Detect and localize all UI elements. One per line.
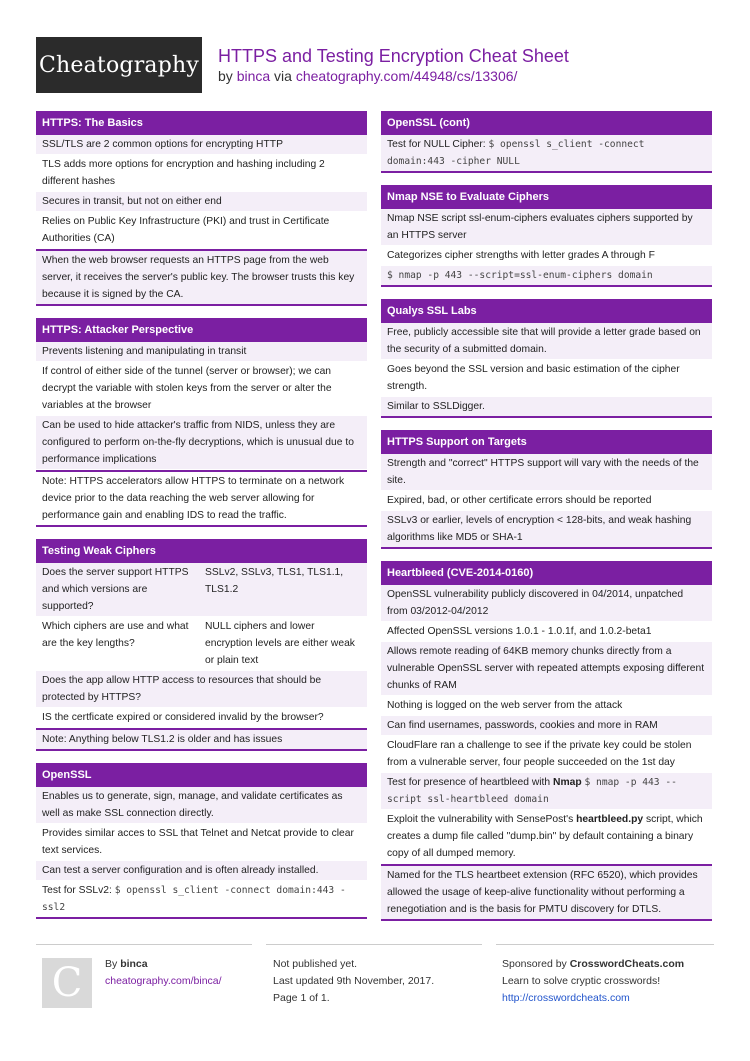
- by-label: by: [218, 68, 233, 84]
- section-heartbleed: [381, 561, 712, 921]
- heartbleed-test-label: Test for presence of heartbleed with: [387, 777, 551, 788]
- sheet-url-link[interactable]: cheatography.com/44948/cs/13306/: [295, 68, 518, 84]
- section-note: Note: Anything below TLS1.2 is older and has issues: [36, 728, 367, 751]
- null-cipher-command: $ openssl s_client -connect domain:443 -cipher NULL: [387, 139, 645, 167]
- list-item: [381, 810, 712, 864]
- list-item: CloudFlare ran a challenge to see if the private key could be stolen from a vulnerable server, four people succeeded on the 1st day: [381, 736, 712, 773]
- answer-cell: SSLv2, SSLv3, TLS1, TLS1.1, TLS1.2: [205, 567, 344, 595]
- section-note: Named for the TLS heartbeet extension (RFC 6520), which provides allowed the usage of keep-alive functionality without performing a renegotiation and is the basis for PMTU discovery for DTLS.: [381, 864, 712, 921]
- list-item: IS the certficate expired or considered invalid by the browser?: [36, 708, 367, 728]
- list-item: Can test a server configuration and is often already installed.: [36, 861, 367, 881]
- footer-divider: [36, 944, 252, 945]
- list-item: Enables us to generate, sign, manage, and validate certificates as well as make SSL connection directly.: [36, 787, 367, 824]
- list-item: Provides similar acces to SSL that Telnet and Netcat provide to clear text services.: [36, 824, 367, 861]
- list-item: Nmap NSE script ssl-enum-ciphers evaluates ciphers supported by an HTTPS server: [381, 209, 712, 246]
- exploit-text-post: script, which creates a dump file called "dump.bin" by default containing a binary copy of all dumped memory.: [387, 814, 703, 859]
- list-item: SSL/TLS are 2 common options for encrypting HTTP: [36, 135, 367, 155]
- sponsor-name: CrosswordCheats.com: [569, 958, 685, 970]
- list-item: Allows remote reading of 64KB memory chunks directly from a vulnerable OpenSSL server with repeated attempts exposing different chunks of RAM: [381, 642, 712, 696]
- via-label: via: [274, 68, 292, 84]
- section-openssl-cont: [381, 111, 712, 173]
- list-item: Affected OpenSSL versions 1.0.1 - 1.0.1f, and 1.0.2-beta1: [381, 622, 712, 642]
- answer-cell: NULL ciphers and lower encryption levels are either weak or plain text: [205, 621, 355, 666]
- logo-text: Cheatography: [38, 52, 200, 78]
- author-avatar[interactable]: [42, 958, 92, 1008]
- list-item: Nothing is logged on the web server from the attack: [381, 696, 712, 716]
- footer-sponsor: [502, 956, 684, 1007]
- list-item: Categorizes cipher strengths with letter grades A through F: [381, 246, 712, 266]
- avatar-letter: C: [51, 960, 83, 1006]
- footer-meta: [273, 956, 434, 1007]
- question-cell: Does the server support HTTPS and which versions are supported?: [42, 567, 189, 612]
- table-row: [36, 563, 367, 617]
- page-title: HTTPS and Testing Encryption Cheat Sheet: [218, 46, 569, 66]
- page-count: Page 1 of 1.: [273, 992, 330, 1004]
- last-updated: Last updated 9th November, 2017.: [273, 975, 435, 987]
- sponsor-tagline: Learn to solve cryptic crosswords!: [502, 975, 661, 987]
- footer: [36, 944, 714, 1024]
- section-title: Heartbleed (CVE-2014-0160): [381, 561, 712, 585]
- section-https-support: [381, 430, 712, 549]
- section-qualys: [381, 299, 712, 418]
- section-title: Qualys SSL Labs: [381, 299, 712, 323]
- list-item: Relies on Public Key Infrastructure (PKI) and trust in Certificate Authorities (CA): [36, 212, 367, 249]
- exploit-text-pre: Exploit the vulnerability with SensePost's: [387, 814, 574, 825]
- list-item: Can find usernames, passwords, cookies and more in RAM: [381, 716, 712, 736]
- list-item: Strength and "correct" HTTPS support will vary with the needs of the site.: [381, 454, 712, 491]
- list-item: Similar to SSLDigger.: [381, 397, 712, 418]
- section-testing-weak-ciphers: [36, 539, 367, 751]
- sponsor-link[interactable]: http://crosswordcheats.com: [502, 992, 630, 1004]
- list-item: TLS adds more options for encryption and hashing including 2 different hashes: [36, 155, 367, 192]
- sponsor-label: Sponsored by: [502, 958, 567, 970]
- nmap-command: $ nmap -p 443 --script=ssl-enum-ciphers domain: [387, 270, 653, 281]
- author-link[interactable]: binca: [236, 68, 271, 84]
- sslv2-command: $ openssl s_client -connect domain:443 -ssl2: [42, 885, 346, 913]
- list-item: Free, publicly accessible site that will provide a letter grade based on the security of a submitted domain.: [381, 323, 712, 360]
- list-item: If control of either side of the tunnel (server or browser); we can decrypt the variable with stolen keys from the server or alter the variables at the browser: [36, 362, 367, 416]
- footer-by-label: By: [105, 958, 118, 970]
- list-item: Does the app allow HTTP access to resources that should be protected by HTTPS?: [36, 671, 367, 708]
- section-note: When the web browser requests an HTTPS page from the web server, it receives the server's public key. The browser trusts this key because it is signed by the CA.: [36, 249, 367, 306]
- list-item: SSLv3 or earlier, levels of encryption < 128-bits, and weak hashing algorithms like MD5 or SHA-1: [381, 511, 712, 549]
- list-item: [381, 773, 712, 810]
- list-item: Prevents listening and manipulating in transit: [36, 342, 367, 362]
- footer-author-name: binca: [120, 958, 148, 970]
- published-status: Not published yet.: [273, 958, 358, 970]
- section-title: OpenSSL (cont): [381, 111, 712, 135]
- list-item: Expired, bad, or other certificate errors should be reported: [381, 491, 712, 511]
- list-item: [36, 881, 367, 919]
- section-title: HTTPS: Attacker Perspective: [36, 318, 367, 342]
- sslv2-label: Test for SSLv2:: [42, 885, 112, 896]
- list-item: [381, 266, 712, 287]
- right-column: [381, 111, 712, 933]
- question-cell: Which ciphers are use and what are the key lengths?: [42, 621, 189, 649]
- null-cipher-label: Test for NULL Cipher:: [387, 139, 486, 150]
- footer-author-link[interactable]: cheatography.com/binca/: [105, 975, 222, 987]
- section-title: OpenSSL: [36, 763, 367, 787]
- heartbleed-test-tool: Nmap: [553, 777, 582, 788]
- cheatography-logo[interactable]: [36, 37, 202, 93]
- section-https-basics: [36, 111, 367, 306]
- list-item: Secures in transit, but not on either end: [36, 192, 367, 212]
- left-column: [36, 111, 367, 931]
- footer-divider: [496, 944, 714, 945]
- footer-divider: [266, 944, 482, 945]
- list-item: OpenSSL vulnerability publicly discovered in 04/2014, unpatched from 03/2012-04/2012: [381, 585, 712, 622]
- list-item: [381, 135, 712, 173]
- footer-author: [105, 956, 222, 990]
- section-nmap-nse: [381, 185, 712, 287]
- list-item: Goes beyond the SSL version and basic estimation of the cipher strength.: [381, 360, 712, 397]
- section-title: Nmap NSE to Evaluate Ciphers: [381, 185, 712, 209]
- list-item: Can be used to hide attacker's traffic from NIDS, unless they are configured to perform on-the-fly decryptions, which is unusual due to performance implications: [36, 416, 367, 470]
- exploit-tool: heartbleed.py: [576, 814, 644, 825]
- section-title: HTTPS: The Basics: [36, 111, 367, 135]
- section-attacker-perspective: [36, 318, 367, 527]
- section-title: Testing Weak Ciphers: [36, 539, 367, 563]
- heartbleed-test-command: $ nmap -p 443 --script ssl-heartbleed domain: [387, 777, 677, 805]
- section-openssl: [36, 763, 367, 919]
- byline: [218, 68, 517, 84]
- section-title: HTTPS Support on Targets: [381, 430, 712, 454]
- table-row: [36, 617, 367, 671]
- section-note: Note: HTTPS accelerators allow HTTPS to terminate on a network device prior to the data reaching the web server allowing for performance gain and enabling IDS to read the traffic.: [36, 470, 367, 527]
